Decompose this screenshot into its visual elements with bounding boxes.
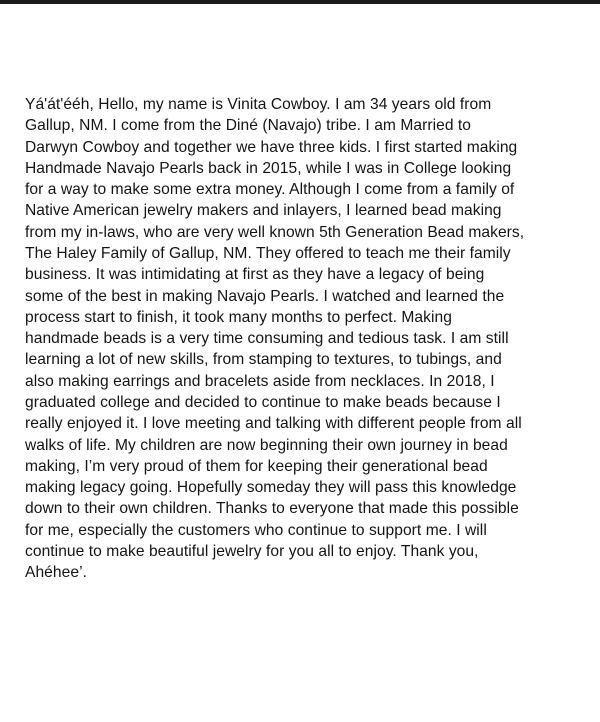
bio-line: walks of life. My children are now beginning their own journey in bead	[25, 436, 508, 454]
bio-line: making legacy going. Hopefully someday they will pass this knowledge	[25, 479, 517, 497]
bio-line: Handmade Navajo Pearls back in 2015, while I was in College looking	[25, 159, 512, 177]
bio-line: Native American jewelry makers and inlayers, I learned bead making	[25, 202, 502, 220]
bio-line: really enjoyed it. I love meeting and talking with different people from all	[25, 415, 522, 433]
bio-line: from my in-laws, who are very well known 5th Generation Bead makers,	[25, 223, 525, 241]
bio-line: business. It was intimidating at first as they have a legacy of being	[25, 266, 485, 284]
bio-line: for a way to make some extra money. Although I come from a family of	[25, 181, 515, 199]
bio-line: Yá'át'ééh, Hello, my name is Vinita Cowboy. I am 34 years old from	[25, 96, 492, 113]
bio-line: down to their own children. Thanks to everyone that made this possible	[25, 500, 519, 518]
bio-line: process start to finish, it took many months to perfect. Making	[25, 308, 452, 326]
bio-line: also making earrings and bracelets aside from necklaces. In 2018, I	[25, 372, 495, 390]
bio-line: some of the best in making Navajo Pearls. I watched and learned the	[25, 287, 505, 305]
top-edge-bar	[0, 0, 600, 4]
bio-line: learning a lot of new skills, from stamping to textures, to tubings, and	[25, 351, 502, 369]
bio-line: for me, especially the customers who continue to support me. I will	[25, 521, 487, 539]
bio-line: continue to make beautiful jewelry for you all to enjoy. Thank you,	[25, 542, 479, 560]
bio-line: Gallup, NM. I come from the Diné (Navajo) tribe. I am Married to	[25, 117, 472, 135]
bio-line: The Haley Family of Gallup, NM. They offered to teach me their family	[25, 244, 511, 262]
bio-paragraph	[25, 94, 600, 583]
bio-line: Darwyn Cowboy and together we have three kids. I first started making	[25, 138, 518, 156]
bio-line: making, I’m very proud of them for keeping their generational bead	[25, 457, 488, 475]
bio-line: Ahéhee’.	[25, 564, 87, 582]
bio-line: handmade beads is a very time consuming and tedious task. I am still	[25, 330, 509, 348]
bio-line: graduated college and decided to continue to make beads because I	[25, 393, 501, 411]
